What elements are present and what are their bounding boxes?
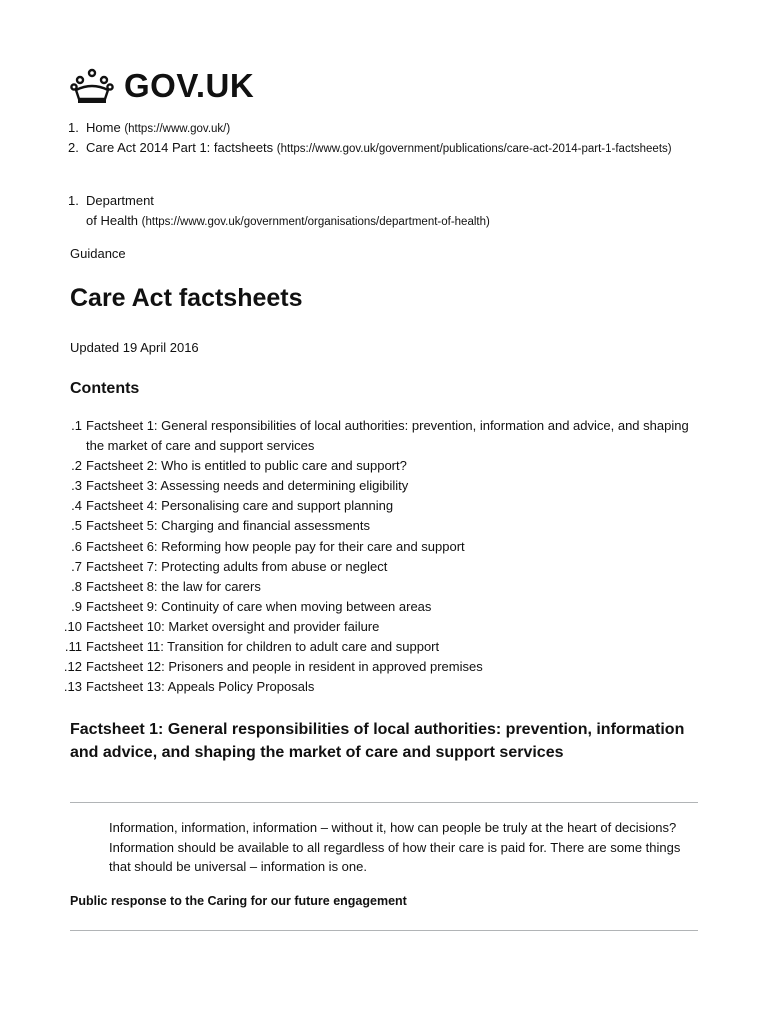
contents-item[interactable] [70,516,698,536]
breadcrumb-url: (https://www.gov.uk/government/publications/care-act-2014-part-1-factsheets) [276,143,672,155]
updated-date: Updated 19 April 2016 [70,340,199,355]
contents-item[interactable] [70,537,698,557]
govuk-logo-text[interactable]: GOV.UK [124,67,255,104]
contents-item[interactable] [70,597,698,617]
contents-item-label[interactable]: Factsheet 8: the law for carers [86,578,261,594]
contents-item-label[interactable]: Factsheet 11: Transition for children to adult care and support [86,639,440,655]
crown-icon [70,68,114,104]
contents-item-number: 8. [71,578,82,594]
contents-item-number: 9. [71,598,82,614]
contents-item-label[interactable]: Factsheet 9: Continuity of care when moving between areas [86,598,432,614]
contents-item[interactable] [64,637,698,657]
quote-text: Information, information, information – without it, how can people be truly at the heart of decisions? Information should be available to all regardless of how their care is paid for. There are some things that should be universal – information is one. [109,820,681,874]
contents-item-label[interactable]: Factsheet 10: Market oversight and provider failure [86,618,380,634]
contents-item-number: 1. [71,418,82,433]
contents-item[interactable] [64,617,698,637]
site-header [70,66,254,106]
contents-item-number: 10. [64,618,82,634]
document-type: Guidance [70,246,126,261]
organisation-label-line2[interactable]: of Health [86,213,139,228]
contents-item-label[interactable]: Factsheet 3: Assessing needs and determining eligibility [86,478,409,494]
contents-item-number: 6. [71,538,82,554]
contents-item-number: 2. [71,458,82,474]
contents-item[interactable] [64,677,698,697]
contents-item-number: 7. [71,558,82,574]
factsheet-1-heading: Factsheet 1: General responsibilities of local authorities: prevention, information and advice, and shaping the market of care and support services [70,721,685,761]
contents-item-label[interactable]: Factsheet 6: Reforming how people pay for their care and support [86,538,465,554]
contents-item[interactable] [64,657,698,677]
contents-item[interactable] [70,456,698,476]
contents-item-number: 5. [71,518,82,534]
contents-list [64,416,698,697]
contents-item-number: 3. [71,478,82,494]
contents-item-label[interactable]: Factsheet 1: General responsibilities of local authorities: prevention, information and advice, and shaping the market of care and support services [86,418,689,454]
contents-item-label[interactable]: Factsheet 4: Personalising care and support planning [86,498,394,514]
contents-item[interactable] [70,496,698,516]
contents-item-label[interactable]: Factsheet 2: Who is entitled to public care and support? [86,458,407,474]
contents-item[interactable] [70,557,698,577]
contents-item-number: 11. [64,639,82,655]
contents-item-label[interactable]: Factsheet 13: Appeals Policy Proposals [86,679,315,695]
section-divider [70,930,698,931]
organisation-item[interactable]: 1. Department of Health (https://www.gov.uk/government/organisations/department-of-health) [68,193,490,228]
public-response-label: Public response to the Caring for our future engagement [70,894,407,908]
breadcrumb-item-care-act[interactable]: 2. Care Act 2014 Part 1: factsheets (https://www.gov.uk/government/publications/care-act-2014-part-1-factsheets) [68,140,672,155]
contents-item-label[interactable]: Factsheet 5: Charging and financial assessments [86,518,370,534]
organisation-url: (https://www.gov.uk/government/organisations/department-of-health) [141,216,490,228]
contents-item-label[interactable]: Factsheet 7: Protecting adults from abuse or neglect [86,558,388,574]
breadcrumb-label[interactable]: Home [86,120,121,135]
contents-heading: Contents [70,380,140,397]
breadcrumb-item-home[interactable]: 1. Home (https://www.gov.uk/) [68,120,231,135]
contents-item[interactable] [70,476,698,496]
breadcrumb-url: (https://www.gov.uk/) [124,123,231,135]
contents-item-number: 4. [71,498,82,514]
section-divider [70,802,698,803]
breadcrumb-label[interactable]: Care Act 2014 Part 1: factsheets [86,140,274,155]
contents-item[interactable] [70,416,698,456]
page-title: Care Act factsheets [70,284,303,312]
contents-item-label[interactable]: Factsheet 12: Prisoners and people in resident in approved premises [86,659,483,675]
contents-item[interactable] [70,577,698,597]
contents-item-number: 12. [64,659,82,675]
contents-item-number: 13. [64,679,82,695]
organisation-label-line1[interactable]: Department [86,193,154,208]
